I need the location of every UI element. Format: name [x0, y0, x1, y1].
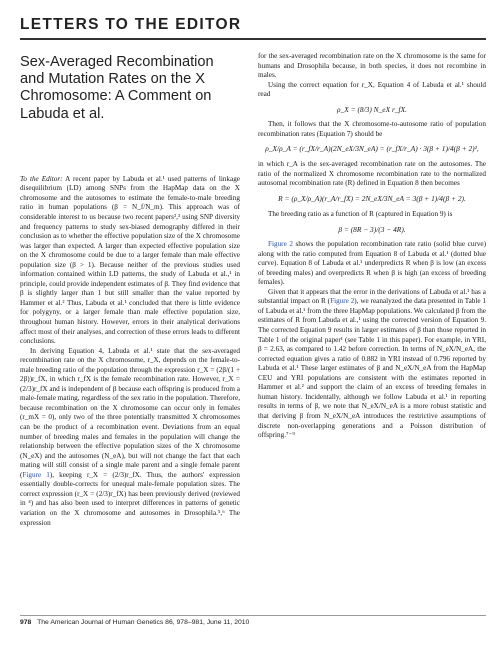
figure-2-link[interactable]: Figure 2 — [268, 240, 293, 249]
article-title: Sex-Averaged Recombination and Mutation Rates on the X Chromosome: A Comment on Labuda et al. — [20, 54, 214, 122]
header-rule — [20, 38, 486, 40]
figure-1-link[interactable]: Figure 1 — [22, 470, 50, 479]
section-title: LETTERS TO THE EDITOR — [20, 16, 242, 33]
paragraph-intro-text: A recent paper by Labuda et al.¹ used patterns of linkage disequilibrium (LD) among SNPs from the HapMap data on the X chromosome and the autosomes to estimate the female-to-male breeding ratio in human populations (β = N_f/N_m). This approach was of considerable interest to us because two recent papers²,³ using SNP diversity and frequency patterns to study sex-biased demography differed in their conclusion as to whether the effective population size of the X chromosome was larger than expected. A larger than expected effective population size on the X chromosome could be due to a larger female than male effective population size (β > 1). Because neither of the previous studies used information contained within LD patterns, the study of Labuda et al.,¹ in principle, could provide independent estimates of β. They find evidence that β is slightly larger than 1 but still smaller than the value reported by Hammer et al.² Thus, Labuda et al.¹ concluded that there is little evidence for polygyny, or a larger female than male effective population size, throughout human history. However, errors in their analytical derivations affect most of their analyses, and correction of these errors leads to different conclusions. — [20, 174, 240, 346]
paragraph-eq8-intro: in which r_A is the sex-averaged recombination rate on the autosomes. The ratio of the normalized X chromosome recombination rate to the normalized autosomal recombination rate (R) defined in Equation 8 then becomes — [258, 160, 486, 188]
paragraph-eq4-intro: Using the correct equation for r_X, Equation 4 of Labuda et al.¹ should read — [258, 80, 486, 99]
salutation: To the Editor: — [20, 174, 63, 183]
paragraph-derivation-text-a: In deriving Equation 4, Labuda et al.¹ state that the sex-averaged recombination rate on the X chromosome, r_X, depends on the female-to-male breeding ratio of the population through the expression r_X = (2β/(1 + 2β))r_fX, in which r_fX is the female recombination rate. However, r_X = (2/3)r_fX and is independent of β because each offspring is produced from a male-female mating, regardless of the sex ratio in the population. Therefore, because recombination on the X chromosome can occur only in females (r_mX = 0), only two of the three potentially transmitted X chromosomes can be the product of a recombination event. Deviations from an equal number of breeding males and females in the population will change the relationship between the effective population sizes of the X chromosome (N_eX) and the autosomes (N_eA), but will not change the fact that each mating will still consist of a single male parent and a single female parent ( — [20, 346, 240, 479]
paragraph-derivation — [20, 347, 240, 528]
page-footer — [20, 619, 249, 626]
journal-citation: The American Journal of Human Genetics 86, 978–981, June 11, 2010 — [37, 619, 250, 626]
footer-rule — [20, 615, 486, 616]
page-number: 978 — [20, 619, 32, 626]
equation-4: ρ_X = (8/3) N_eX r_fX. — [337, 104, 407, 114]
figure-2-link-inline[interactable]: Figure 2 — [330, 297, 355, 306]
equation-7: ρ_X/ρ_A = (r_fX/r_A)(2N_eX/3N_eA) = (r_fX/r_A) · 3(β + 1)/4(β + 2)², — [265, 144, 479, 154]
paragraph-derivation-text-b: ), keeping r_X = (2/3)r_fX. Thus, the authors' expression essentially double-corrects for unequal male-female population sizes. The correct expression (r_X = (2/3)r_fX) has been previously derived (reviewed in ⁴) and has also been used to interpret differences in patterns of genetic variation on the X chromosome and autosomes in Drosophila.⁵,⁶ The expression — [20, 470, 240, 527]
paragraph-reanalysis-text-a: Given that it appears that the error in the derivations of Labuda et al.¹ has a substantial impact on R ( — [258, 287, 486, 306]
paragraph-eq7-intro: Then, it follows that the X chromosome-to-autosome ratio of population recombination rates (Equation 7) should be — [258, 120, 486, 138]
paragraph-reanalysis-text-b: ), we reanalyzed the data presented in Table 1 of Labuda et al.¹ from the three HapMap populations. We calculated β from the estimates of R from Labuda et al.,¹ using the corrected version of Equation 9. The corrected Equation 9 results in larger estimates of β than those reported in Table 1 of the original paper¹ (see Table 1 in this paper). For example, in YRI, β = 2.63, as compared to 1.42 before correction. In terms of N_eX/N_eA, the corrected equation gives a ratio of 0.882 in YRI instead of 0.796 reported by Labuda et al.¹ These larger estimates of β and N_eX/N_eA from the HapMap CEU and YRI populations are consistent with the estimates reported in Hammer et al.² and support the claim of an excess of breeding females in human history. Incidentally, although we follow Labuda et al.¹ in reporting results in terms of β, we note that N_eX/N_eA is a more robust statistic and that deriving β from N_eX/N_eA introduces the restrictive assumptions of discrete non-overlapping generations and a Poisson distribution of offspring.⁷⁻⁹ — [258, 297, 486, 440]
left-column — [20, 52, 240, 528]
right-column — [258, 52, 486, 441]
paragraph-figure2-text: shows the population recombination rate ratio (solid blue curve) along with the ratio computed from Equation 8 of Labuda et al.¹ (dotted blue curve). Equation 8 of Labuda et al.¹ underpredicts R when β is low (an excess of breeding males) and overpredicts R when β is high (an excess of breeding females). — [258, 240, 486, 287]
equation-9: β = (8R − 3)/(3 − 4R). — [338, 224, 406, 234]
paragraph-eq9-intro: The breeding ratio as a function of R (captured in Equation 9) is — [268, 210, 453, 219]
equation-8: R = (ρ_X/ρ_A)(r_A/r_fX) = 2N_eX/3N_eA = 3(β + 1)/4(β + 2). — [278, 194, 466, 204]
paragraph-figure2 — [258, 240, 486, 288]
journal-section-header — [20, 16, 486, 34]
paragraph-reanalysis — [258, 288, 486, 441]
paragraph-intro — [20, 175, 240, 347]
paragraph-continuation: for the sex-averaged recombination rate on the X chromosome is the same for humans and Drosophila because, in both species, it does not recombine in males. — [258, 52, 486, 80]
